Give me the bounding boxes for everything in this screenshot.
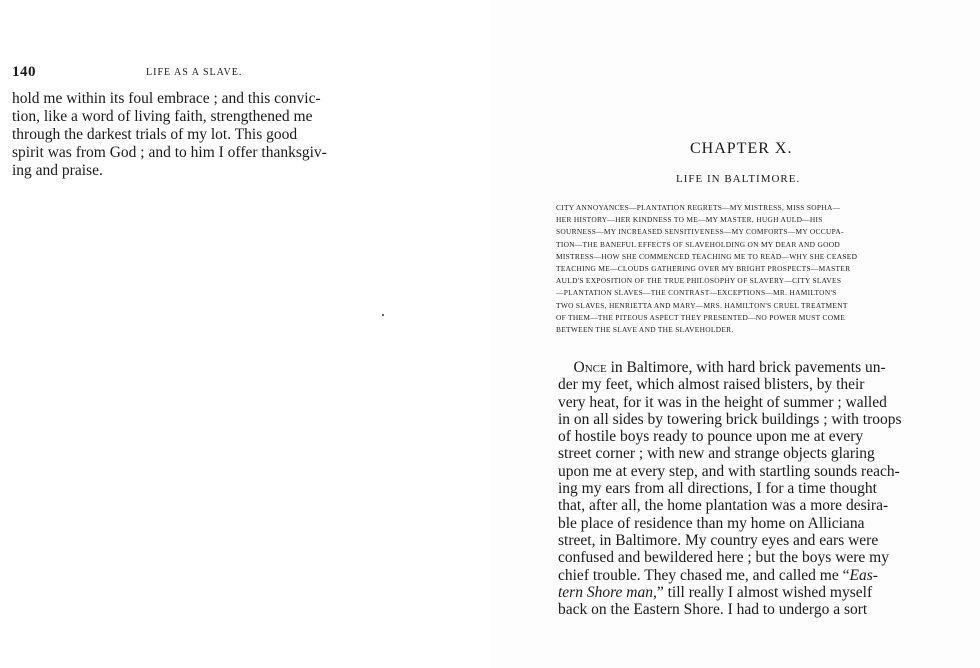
italic-segment: Eas-: [849, 566, 878, 584]
right-page: [490, 0, 980, 668]
synopsis-line: TION—THE BANEFUL EFFECTS OF SLAVEHOLDING ON MY DEAR AND GOOD: [556, 239, 840, 249]
text-line: in on all sides by towering brick buildings ; with troops: [558, 410, 902, 428]
text-line: [558, 567, 933, 584]
text-line: of hostile boys ready to pounce upon me at every: [558, 428, 864, 446]
synopsis-line: AULD'S EXPOSITION OF THE TRUE PHILOSOPHY OF SLAVERY—CITY SLAVES: [556, 276, 842, 286]
text-line: street corner ; with new and strange objects glaring: [558, 445, 875, 463]
page-number: 140: [12, 64, 36, 80]
chapter-number: CHAPTER X.: [690, 140, 793, 157]
synopsis-line: TWO SLAVES, HENRIETTA AND MARY—MRS. HAMILTON'S CRUEL TREATMENT: [556, 300, 848, 310]
synopsis-line: MISTRESS—HOW SHE COMMENCED TEACHING ME TO READ—WHY SHE CEASED: [556, 251, 858, 261]
synopsis-line: BETWEEN THE SLAVE AND THE SLAVEHOLDER.: [556, 325, 734, 335]
text-line: back on the Eastern Shore. I had to undergo a sort: [558, 601, 868, 619]
text-line: hold me within its foul embrace ; and this convic-: [12, 90, 321, 107]
line-segment: ” till really I almost wished myself: [656, 583, 873, 601]
chapter-body-text: [558, 359, 933, 618]
text-line: tion, like a word of living faith, strengthened me: [12, 108, 313, 125]
text-line: upon me at every step, and with startling sounds reach-: [558, 462, 900, 480]
text-line: that, after all, the home plantation was a more desira-: [558, 497, 889, 515]
ink-speck: [382, 314, 384, 316]
running-title: LIFE AS A SLAVE.: [146, 67, 243, 78]
left-page-text: [12, 90, 402, 180]
synopsis-line: CITY ANNOYANCES—PLANTATION REGRETS—MY MISTRESS, MISS SOPHA—: [556, 203, 841, 212]
synopsis-line: SOURNESS—MY INCREASED SENSITIVENESS—MY COMFORTS—MY OCCUPA-: [556, 227, 844, 237]
text-line: street, in Baltimore. My country eyes and ears were: [558, 531, 879, 549]
text-line: [558, 359, 933, 376]
synopsis-line: TEACHING ME—CLOUDS GATHERING OVER MY BRIGHT PROSPECTS—MASTER: [556, 264, 851, 274]
text-line: confused and bewildered here ; but the boys were my: [558, 549, 889, 567]
text-line: der my feet, which almost raised blisters, by their: [558, 376, 865, 394]
text-line: spirit was from God ; and to him I offer thanksgiv-: [12, 144, 327, 161]
text-line: ing and praise.: [12, 162, 103, 179]
running-head: [12, 64, 402, 82]
line-segment: chief trouble. They chased me, and called me “: [558, 566, 850, 584]
text-line: very heat, for it was in the height of summer ; walled: [558, 393, 887, 411]
synopsis-line: OF THEM—THE PITEOUS ASPECT THEY PRESENTED—NO POWER MUST COME: [556, 312, 846, 322]
chapter-title: LIFE IN BALTIMORE.: [676, 173, 801, 185]
chapter-synopsis: [556, 202, 932, 336]
text-line: ing my ears from all directions, I for a time thought: [558, 480, 877, 498]
text-line: through the darkest trials of my lot. This good: [12, 126, 298, 143]
synopsis-line: HER HISTORY—HER KINDNESS TO ME—MY MASTER, HUGH AULD—HIS: [556, 215, 823, 225]
synopsis-line: —PLANTATION SLAVES—THE CONTRAST—EXCEPTIONS—MR. HAMILTON'S: [556, 288, 837, 298]
first-line-rest: in Baltimore, with hard brick pavements un-: [606, 359, 886, 376]
italic-segment: tern Shore man,: [558, 583, 657, 601]
opening-word: Once: [573, 359, 607, 376]
text-line: [558, 584, 933, 601]
text-line: ble place of residence than my home on Alliciana: [558, 514, 865, 532]
